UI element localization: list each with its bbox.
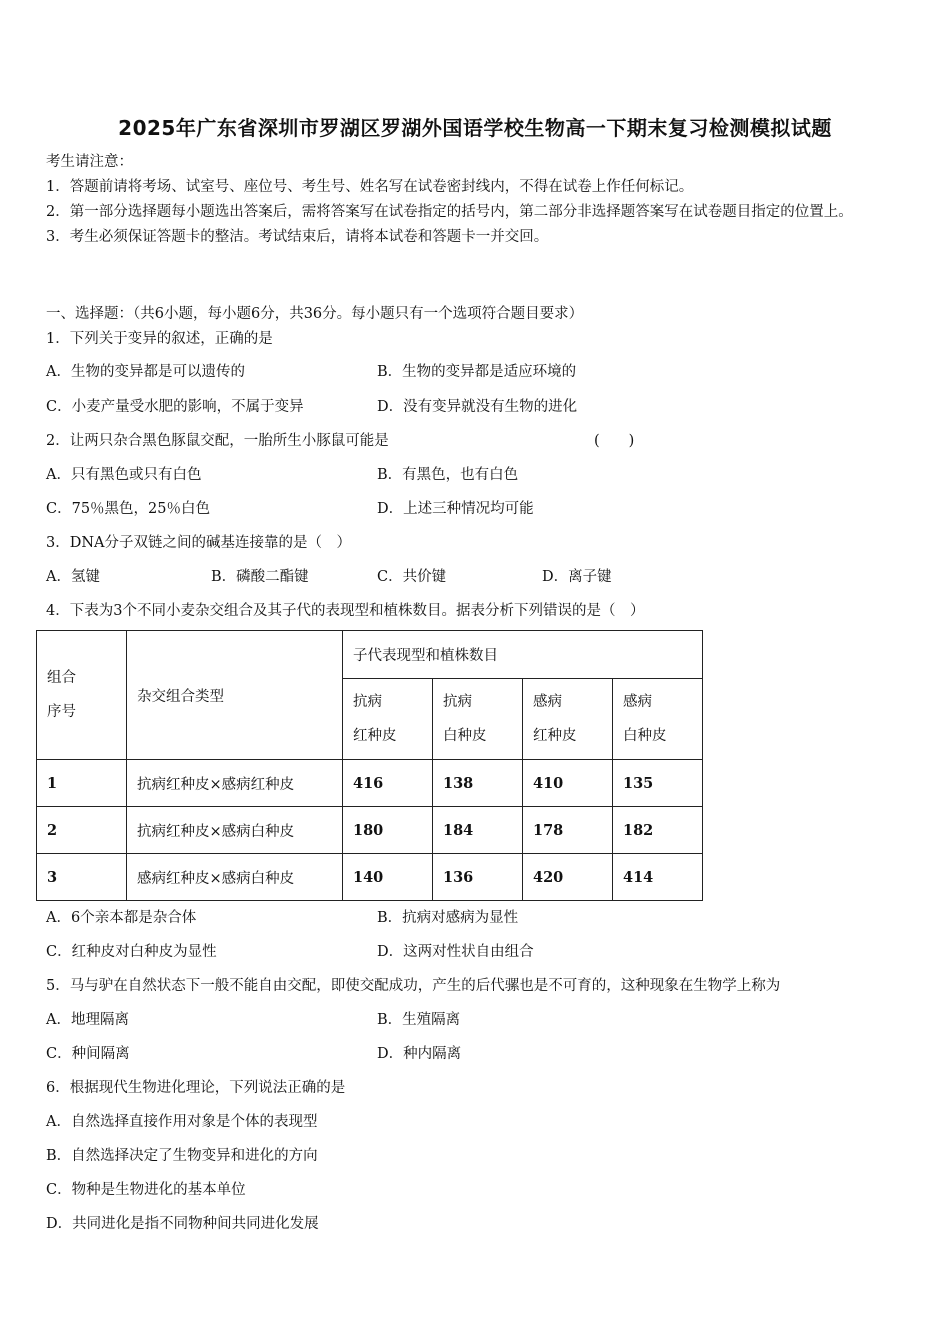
subheader-line2: 红种皮 (353, 728, 397, 744)
subheader-line2: 白种皮 (443, 728, 487, 744)
row-value: 136 (433, 854, 523, 901)
q4-option-c[interactable]: C．红种皮对白种皮为显性 (46, 944, 217, 960)
subheader-cell (613, 679, 703, 760)
q5-option-d[interactable]: D．种内隔离 (377, 1046, 462, 1062)
row-value: 414 (613, 854, 703, 901)
notice-item: 1．答题前请将考场、试室号、座位号、考生号、姓名写在试卷密封线内，不得在试卷上作任何标记。 (46, 179, 694, 195)
subheader-line1: 感病 (533, 694, 562, 710)
question-2-stem: 2．让两只杂合黑色豚鼠交配，一胎所生小豚鼠可能是 (46, 433, 389, 449)
row-id: 2 (37, 807, 127, 854)
subheader-line1: 抗病 (353, 694, 382, 710)
subheader-line2: 白种皮 (623, 728, 667, 744)
header-offspring: 子代表现型和植株数目 (343, 631, 703, 679)
q3-option-d[interactable]: D．离子键 (542, 569, 612, 585)
q2-option-b[interactable]: B．有黑色，也有白色 (377, 467, 519, 483)
page-title: 2025年广东省深圳市罗湖区罗湖外国语学校生物高一下期末复习检测模拟试题 (118, 116, 832, 140)
question-1-stem: 1．下列关于变异的叙述，正确的是 (46, 331, 273, 347)
q1-option-d[interactable]: D．没有变异就没有生物的进化 (377, 399, 578, 415)
notice-item: 2．第一部分选择题每小题选出答案后，需将答案写在试卷指定的括号内，第二部分非选择题答案写在试卷题目指定的位置上。 (46, 204, 853, 220)
row-cross-type: 抗病红种皮×感病白种皮 (127, 807, 343, 854)
row-value: 184 (433, 807, 523, 854)
row-value: 180 (343, 807, 433, 854)
subheader-cell (433, 679, 523, 760)
q3-option-c[interactable]: C．共价键 (377, 569, 447, 585)
table-row (37, 807, 703, 854)
subheader-line1: 感病 (623, 694, 652, 710)
question-4-stem: 4．下表为3个不同小麦杂交组合及其子代的表现型和植株数目。据表分析下列错误的是（ ） (46, 603, 645, 619)
row-value: 416 (343, 760, 433, 807)
q5-option-b[interactable]: B．生殖隔离 (377, 1012, 461, 1028)
row-cross-type: 抗病红种皮×感病红种皮 (127, 760, 343, 807)
row-cross-type: 感病红种皮×感病白种皮 (127, 854, 343, 901)
q5-option-a[interactable]: A．地理隔离 (46, 1012, 129, 1028)
q6-option-c[interactable]: C．物种是生物进化的基本单位 (46, 1182, 246, 1198)
question-3-stem: 3．DNA分子双链之间的碱基连接靠的是（ ） (46, 535, 352, 551)
q4-option-b[interactable]: B．抗病对感病为显性 (377, 910, 519, 926)
notice-heading: 考生请注意： (46, 154, 133, 170)
q3-option-b[interactable]: B．磷酸二酯键 (211, 569, 309, 585)
q1-option-c[interactable]: C．小麦产量受水肥的影响，不属于变异 (46, 399, 304, 415)
table-row (37, 760, 703, 807)
header-group-id (37, 631, 127, 760)
row-value: 135 (613, 760, 703, 807)
header-group-id-line1: 组合 (47, 670, 76, 686)
row-value: 138 (433, 760, 523, 807)
row-id: 1 (37, 760, 127, 807)
subheader-cell (523, 679, 613, 760)
row-id: 3 (37, 854, 127, 901)
q5-option-c[interactable]: C．种间隔离 (46, 1046, 130, 1062)
q6-option-b[interactable]: B．自然选择决定了生物变异和进化的方向 (46, 1148, 318, 1164)
table-row (37, 854, 703, 901)
row-value: 410 (523, 760, 613, 807)
q6-option-d[interactable]: D．共同进化是指不同物种间共同进化发展 (46, 1216, 319, 1232)
q3-option-a[interactable]: A．氢键 (46, 569, 100, 585)
q4-option-a[interactable]: A．6个亲本都是杂合体 (46, 910, 197, 926)
cross-results-table (36, 630, 703, 901)
header-cross-type: 杂交组合类型 (127, 631, 343, 760)
subheader-cell (343, 679, 433, 760)
q2-option-c[interactable]: C．75％黑色，25％白色 (46, 501, 210, 517)
row-value: 178 (523, 807, 613, 854)
header-group-id-line2: 序号 (47, 704, 76, 720)
q2-option-a[interactable]: A．只有黑色或只有白色 (46, 467, 202, 483)
row-value: 140 (343, 854, 433, 901)
row-value: 420 (523, 854, 613, 901)
q1-option-a[interactable]: A．生物的变异都是可以遗传的 (46, 364, 245, 380)
subheader-line1: 抗病 (443, 694, 472, 710)
q1-option-b[interactable]: B．生物的变异都是适应环境的 (377, 364, 577, 380)
row-value: 182 (613, 807, 703, 854)
q6-option-a[interactable]: A．自然选择直接作用对象是个体的表现型 (46, 1114, 318, 1130)
notice-item: 3．考生必须保证答题卡的整洁。考试结束后，请将本试卷和答题卡一并交回。 (46, 229, 549, 245)
notice-block (46, 150, 906, 250)
q2-option-d[interactable]: D．上述三种情况均可能 (377, 501, 534, 517)
question-6-stem: 6．根据现代生物进化理论，下列说法正确的是 (46, 1080, 346, 1096)
q4-option-d[interactable]: D．这两对性状自由组合 (377, 944, 534, 960)
q2-answer-bracket: ( ) (594, 433, 635, 449)
question-5-stem: 5．马与驴在自然状态下一般不能自由交配，即使交配成功，产生的后代骡也是不可育的，这种现象在生物学上称为 (46, 978, 781, 994)
subheader-line2: 红种皮 (533, 728, 577, 744)
section-heading: 一、选择题：（共6小题，每小题6分，共36分。每小题只有一个选项符合题目要求） (46, 306, 584, 322)
